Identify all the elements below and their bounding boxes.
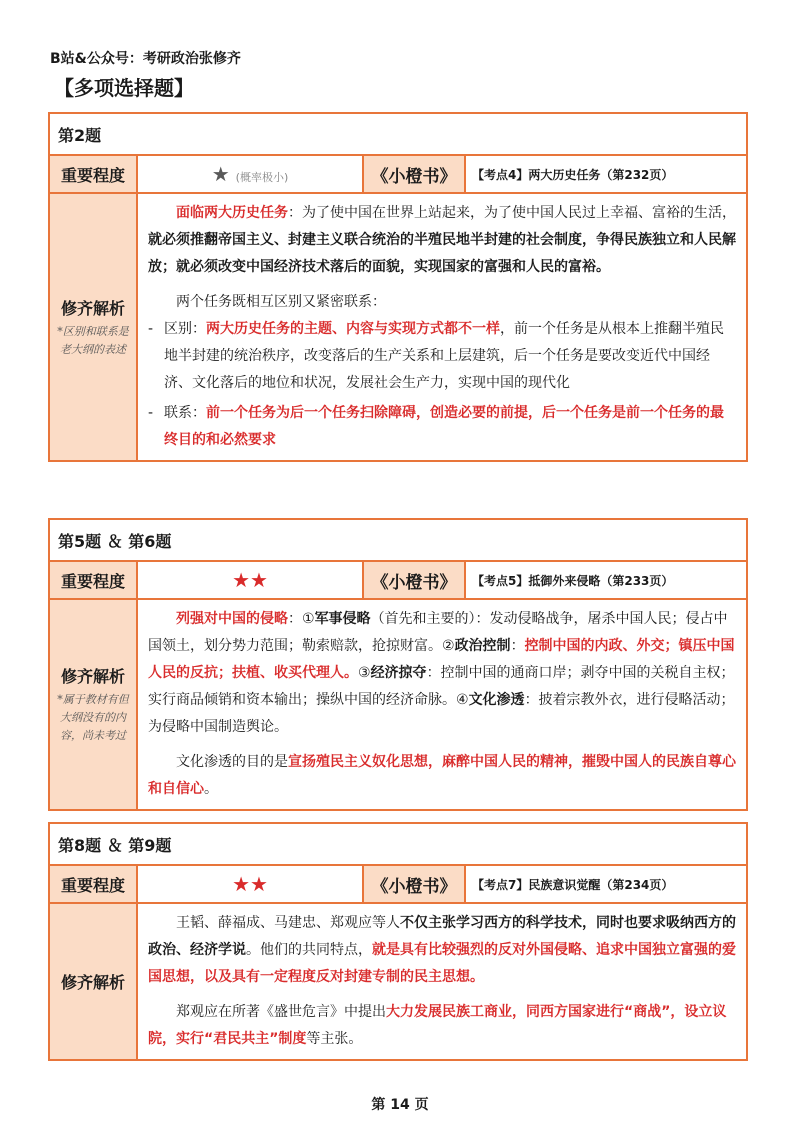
text-span: ：披着宗教外衣，进行侵略活动；为侵略中国制造舆论。 [148,692,735,735]
emphasis-bold: 不仅主张学习西方的科学技术，同时也要求吸纳西方的政治、经济学说 [148,915,736,958]
emphasis-red: 面临两大历史任务 [176,205,288,221]
bullet-dash: - [148,405,154,421]
importance-stars: ★★ [137,561,363,599]
bullet-dash: - [148,321,154,337]
text-span: （首先和主要的）：发动侵略战争，屠杀中国人民；侵占中国领土，划分势力范围；勒索赔款，抢掠财富。② [148,611,728,654]
analysis-content [137,193,747,461]
knowledge-point: 【考点7】民族意识觉醒（第234页） [465,865,747,903]
emphasis-bold: 政治控制 [454,638,511,654]
knowledge-point: 【考点4】两大历史任务（第232页） [465,155,747,193]
text-span: 等主张。 [306,1031,363,1047]
question-block-q2 [48,112,748,462]
emphasis-red: 前一个任务为后一个任务扫除障碍，创造必要的前提，后一个任务是前一个任务的最终目的和必然要求 [164,405,724,448]
emphasis-red: 就是具有比较强烈的反对外国侵略、追求中国独立富强的爱国思想，以及具有一定程度反对封建专制的民主思想。 [148,942,736,985]
page-number: 第 14 页 [371,1097,429,1113]
emphasis-bold: 文化渗透 [468,692,525,708]
analysis-label: 修齐解析 [60,298,125,318]
text-span: ：为了使中国在世界上站起来，为了使中国人民过上幸福、富裕的生活， [288,205,736,221]
star-icon: ★ [211,162,230,186]
importance-label: 重要程度 [49,865,137,903]
analysis-content [137,599,747,810]
text-span: 王韬、薛福成、马建忠、郑观应等人 [176,915,400,931]
text-span: ：控制中国的通商口岸；剥夺中国的关税自主权；实行商品倾销和资本输出；操纵中国的经济命脉。④ [148,665,735,708]
knowledge-point: 【考点5】抵御外来侵略（第233页） [465,561,747,599]
emphasis-bold: 就必须推翻帝国主义、封建主义联合统治的半殖民地半封建的社会制度，争得民族独立和人民解放；就必须改变中国经济技术落后的面貌，实现国家的富强和人民的富裕。 [148,232,736,275]
probability-note: (概率极小) [235,171,289,184]
text-span: ： [510,638,525,654]
analysis-label-cell [49,599,137,810]
text-span: ③ [358,665,371,681]
analysis-note: *属于教材有但大纲没有的内容，尚未考过 [57,693,129,742]
analysis-label: 修齐解析 [60,667,125,686]
list-item [148,400,736,454]
question-title: 第8题 ＆ 第9题 [49,823,747,865]
list-item [148,316,736,397]
question-title: 第5题 ＆ 第6题 [49,519,747,561]
analysis-note: *区别和联系是老大纲的表述 [57,324,129,356]
importance-stars: ★★ [137,865,363,903]
question-block-q5-6 [48,518,748,811]
emphasis-bold: 军事侵略 [314,611,371,627]
text-span: 郑观应在所著《盛世危言》中提出 [176,1004,386,1020]
importance-label: 重要程度 [49,155,137,193]
text-span: 。他们的共同特点， [246,942,372,958]
text-span: ：① [288,611,315,627]
section-title: 【多项选择题】 [54,76,194,100]
emphasis-bold: 经济掠夺 [370,665,427,681]
analysis-content [137,903,747,1060]
bullet-prefix: 联系： [164,405,206,421]
emphasis-red: 两大历史任务的主题、内容与实现方式都不一样 [206,321,500,337]
analysis-label: 修齐解析 [49,903,137,1060]
text-span: 。 [204,781,218,797]
question-block-q8-9 [48,822,748,1061]
emphasis-red: 列强对中国的侵略 [176,611,288,627]
emphasis-red: 宣扬殖民主义奴化思想，麻醉中国人民的精神，摧毁中国人的民族自尊心和自信心 [148,754,736,797]
source-header: B站&公众号：考研政治张修齐 [50,51,241,67]
analysis-label-cell [49,193,137,461]
emphasis-red: 控制中国的内政、外交；镇压中国人民的反抗；扶植、收买代理人。 [148,638,735,681]
book-label: 《小橙书》 [363,155,465,193]
emphasis-red: 大力发展民族工商业，同西方国家进行“商战”，设立议院，实行“君民共主”制度 [148,1004,727,1047]
importance-stars [137,155,363,193]
book-label: 《小橙书》 [363,865,465,903]
text-span: ，前一个任务是从根本上推翻半殖民地半封建的统治秩序，改变落后的生产关系和上层建筑，后一个任务是要改变近代中国经济、文化落后的地位和状况，发展社会生产力，实现中国的现代化 [164,321,724,391]
paragraph: 两个任务既相互区别又紧密联系： [176,294,386,310]
bullet-prefix: 区别： [164,321,206,337]
importance-label: 重要程度 [49,561,137,599]
question-title: 第2题 [49,113,747,155]
text-span: 文化渗透的目的是 [176,754,288,770]
book-label: 《小橙书》 [363,561,465,599]
